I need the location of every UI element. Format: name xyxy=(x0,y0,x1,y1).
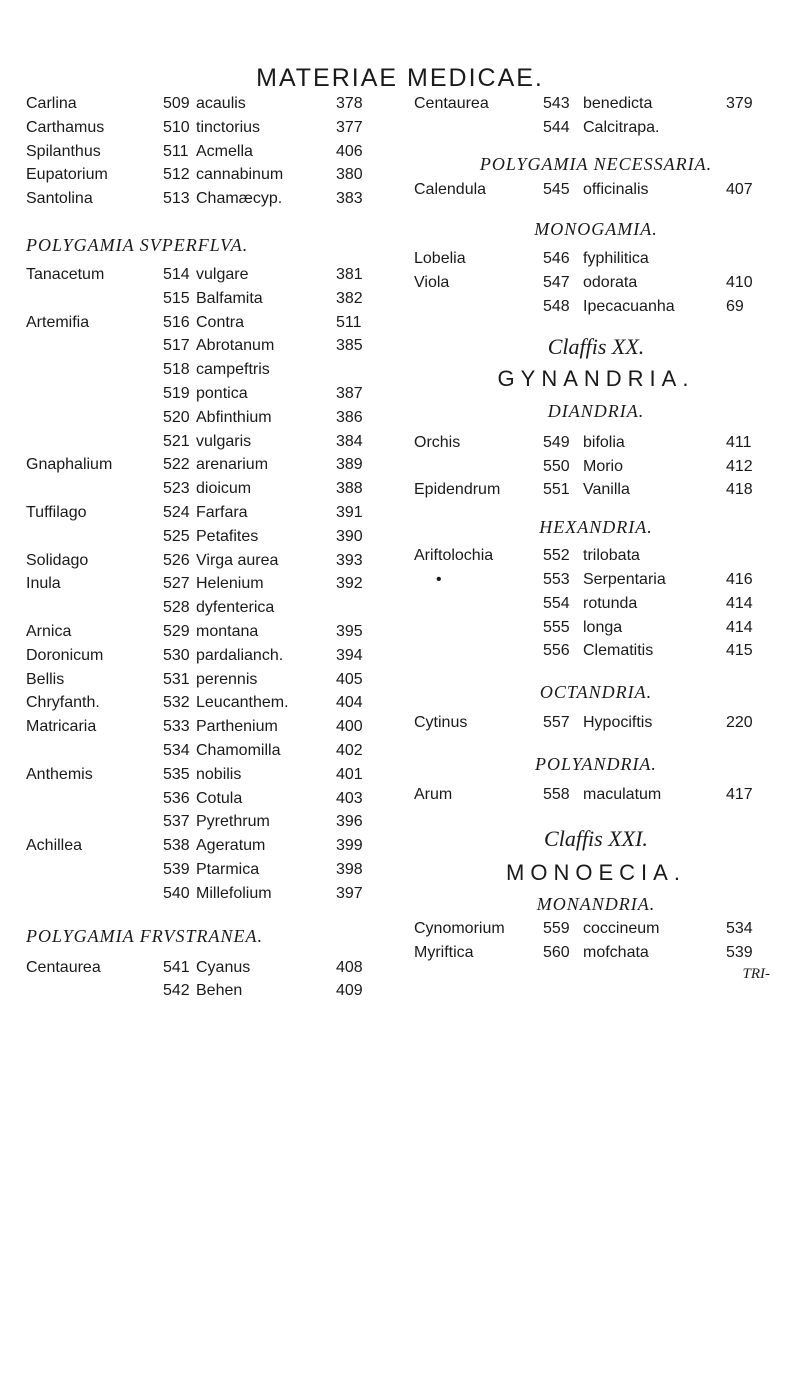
index-entry xyxy=(26,311,386,335)
entry-species: acaulis xyxy=(196,95,246,112)
entry-page: 378 xyxy=(336,95,363,112)
index-entry xyxy=(26,92,386,116)
entry-species: bifolia xyxy=(583,433,625,451)
entry-page: 382 xyxy=(336,289,363,307)
entry-species: Ipecacuanha xyxy=(583,297,675,315)
entry-genus: Bellis xyxy=(26,670,65,688)
entry-species: Balfamita xyxy=(196,289,263,307)
entry-num: 557 xyxy=(543,714,570,732)
entry-num: 529 xyxy=(163,622,190,640)
entry-species: maculatum xyxy=(583,785,662,803)
entry-num: 514 xyxy=(163,265,190,283)
index-entry xyxy=(26,596,386,620)
entry-num: 526 xyxy=(163,551,190,569)
entry-num: 512 xyxy=(163,166,190,184)
index-entry xyxy=(26,287,386,311)
octandria-list xyxy=(414,711,778,735)
entry-genus: Chryfanth. xyxy=(26,694,100,712)
entry-species: tinctorius xyxy=(196,118,261,136)
entry-genus: Viola xyxy=(414,274,450,292)
page-header: MATERIAE MEDICAE. xyxy=(256,64,544,92)
entry-page: 379 xyxy=(726,95,753,112)
entry-num: 522 xyxy=(163,456,190,474)
index-entry xyxy=(414,568,778,592)
entry-num: 553 xyxy=(543,570,570,588)
entry-species: Contra xyxy=(196,313,245,331)
entry-species: Ageratum xyxy=(196,837,266,855)
index-entry xyxy=(26,620,386,644)
index-entry xyxy=(414,431,778,455)
entry-num: 528 xyxy=(163,599,190,617)
entry-species: Calcitrapa. xyxy=(583,118,660,136)
entry-num: 515 xyxy=(163,289,190,307)
entry-num: 523 xyxy=(163,480,190,498)
entry-num: 517 xyxy=(163,337,190,355)
entry-species: Farfara xyxy=(196,503,248,521)
entry-page: 415 xyxy=(726,642,753,660)
entry-page: 380 xyxy=(336,166,363,184)
entry-genus: Tanacetum xyxy=(26,265,105,283)
index-entry xyxy=(26,691,386,715)
entry-page: 392 xyxy=(336,575,363,593)
entry-num: 532 xyxy=(163,694,190,712)
entry-genus: Gnaphalium xyxy=(26,456,113,474)
entry-species: coccineum xyxy=(583,919,660,937)
entry-genus: Cytinus xyxy=(414,714,468,732)
entry-page: 414 xyxy=(726,618,753,636)
entry-page: 387 xyxy=(336,384,363,402)
index-entry xyxy=(26,382,386,406)
entry-num: 521 xyxy=(163,432,190,450)
entry-page: 409 xyxy=(336,982,363,1000)
entry-num: 511 xyxy=(163,142,189,160)
entry-num: 542 xyxy=(163,982,190,1000)
class-xx-name: GYNANDRIA. xyxy=(497,365,695,391)
entry-genus: Eupatorium xyxy=(26,166,108,184)
entry-page: 539 xyxy=(726,943,753,961)
entry-num: 525 xyxy=(163,527,190,545)
entry-num: 548 xyxy=(543,297,570,315)
entry-page: 407 xyxy=(726,180,753,198)
left-top-list xyxy=(26,92,386,211)
entry-page: 399 xyxy=(336,837,363,855)
entry-species: benedicta xyxy=(583,95,653,112)
index-entry xyxy=(414,455,778,479)
entry-species: Vanilla xyxy=(583,481,630,499)
entry-num: 535 xyxy=(163,765,190,783)
entry-page: 390 xyxy=(336,527,363,545)
entry-num: 545 xyxy=(543,180,570,198)
entry-species: Millefolium xyxy=(196,884,272,902)
entry-species: Helenium xyxy=(196,575,264,593)
entry-page: 418 xyxy=(726,481,753,499)
index-entry xyxy=(414,271,778,295)
entry-num: 551 xyxy=(543,481,570,499)
index-entry xyxy=(414,178,778,202)
heading-monogamia: MONOGAMIA. xyxy=(534,219,658,240)
entry-num: 536 xyxy=(163,789,190,807)
entry-num: 513 xyxy=(163,190,190,208)
entry-page: 400 xyxy=(336,718,363,736)
monogamia-list xyxy=(414,247,778,318)
entry-num: 559 xyxy=(543,919,570,937)
heading-octandria: OCTANDRIA. xyxy=(539,682,653,703)
entry-num: 549 xyxy=(543,433,570,451)
entry-genus: Doronicum xyxy=(26,646,104,664)
entry-page: 511 xyxy=(336,313,362,331)
index-entry xyxy=(414,616,778,640)
entry-species: Cotula xyxy=(196,789,243,807)
entry-species: pardalianch. xyxy=(196,646,284,664)
entry-genus: Spilanthus xyxy=(26,142,101,160)
entry-num: 524 xyxy=(163,503,190,521)
entry-genus: Carlina xyxy=(26,95,77,112)
entry-page: 397 xyxy=(336,884,363,902)
index-entry xyxy=(26,956,386,980)
index-entry xyxy=(26,979,386,1003)
index-entry xyxy=(414,783,778,807)
entry-species: Virga aurea xyxy=(196,551,279,569)
entry-page: 395 xyxy=(336,622,363,640)
entry-species: odorata xyxy=(583,274,638,292)
entry-species: Petafites xyxy=(196,527,259,545)
entry-num: 510 xyxy=(163,118,190,136)
heading-polyandria: POLYANDRIA. xyxy=(535,753,657,774)
entry-page: 401 xyxy=(336,765,363,783)
entry-species: Serpentaria xyxy=(583,570,666,588)
entry-page: 417 xyxy=(726,785,753,803)
entry-num: 546 xyxy=(543,250,570,268)
entry-species: Abrotanum xyxy=(196,337,275,355)
entry-genus: Anthemis xyxy=(26,765,93,783)
index-entry xyxy=(414,592,778,616)
entry-genus: Matricaria xyxy=(26,718,97,736)
entry-num: 527 xyxy=(163,575,190,593)
heading-monandria: MONANDRIA. xyxy=(536,893,656,914)
entry-page: 389 xyxy=(336,456,363,474)
index-entry xyxy=(414,478,778,502)
entry-page: 408 xyxy=(336,958,363,976)
index-entry xyxy=(26,187,386,211)
entry-species: pontica xyxy=(196,384,248,402)
entry-num: 537 xyxy=(163,813,190,831)
catchword: TRI- xyxy=(742,966,770,983)
entry-genus: Centaurea xyxy=(414,95,489,112)
index-entry xyxy=(414,116,778,140)
entry-page: 404 xyxy=(336,694,363,712)
entry-genus: Carthamus xyxy=(26,118,105,136)
entry-page: 391 xyxy=(336,503,363,521)
entry-genus: Lobelia xyxy=(414,250,466,268)
entry-page: 534 xyxy=(726,919,753,937)
index-entry xyxy=(26,882,386,906)
index-entry xyxy=(26,477,386,501)
entry-species: fyphilitica xyxy=(583,250,649,268)
entry-num: 534 xyxy=(163,741,190,759)
entry-genus: Solidago xyxy=(26,551,89,569)
entry-genus: Myriftica xyxy=(414,943,474,961)
index-entry xyxy=(414,917,778,941)
index-entry xyxy=(26,787,386,811)
superflua-list xyxy=(26,263,386,906)
entry-page: 393 xyxy=(336,551,363,569)
index-entry xyxy=(414,639,778,663)
entry-species: trilobata xyxy=(583,547,640,565)
index-entry xyxy=(26,525,386,549)
entry-page: 414 xyxy=(726,594,753,612)
heading-polygamia-necessaria: POLYGAMIA NECESSARIA. xyxy=(479,153,713,174)
entry-page: 381 xyxy=(336,265,363,283)
entry-page: 416 xyxy=(726,570,753,588)
entry-num: 547 xyxy=(543,274,570,292)
entry-num: 520 xyxy=(163,408,190,426)
entry-bullet-mark: • xyxy=(436,570,442,588)
index-entry xyxy=(26,501,386,525)
index-entry xyxy=(414,711,778,735)
entry-num: 533 xyxy=(163,718,190,736)
index-entry xyxy=(26,163,386,187)
index-entry xyxy=(26,858,386,882)
entry-num: 550 xyxy=(543,457,570,475)
right-column xyxy=(414,92,778,984)
entry-species: Morio xyxy=(583,457,624,475)
index-entry xyxy=(26,668,386,692)
entry-genus: Inula xyxy=(26,575,61,593)
entry-page: 385 xyxy=(336,337,363,355)
entry-num: 556 xyxy=(543,642,570,660)
index-entry xyxy=(26,644,386,668)
monandria-list xyxy=(414,917,778,965)
entry-species: rotunda xyxy=(583,594,638,612)
entry-page: 411 xyxy=(726,433,752,451)
entry-genus: Tuffilago xyxy=(26,503,87,521)
entry-genus: Epidendrum xyxy=(414,481,501,499)
heading-polygamia-superflua: POLYGAMIA SVPERFLVA. xyxy=(26,234,249,255)
index-entry xyxy=(26,739,386,763)
index-entry xyxy=(26,116,386,140)
entry-num: 539 xyxy=(163,860,190,878)
index-entry xyxy=(26,406,386,430)
entry-genus: Cynomorium xyxy=(414,919,505,937)
entry-species: Chamomilla xyxy=(196,741,281,759)
index-entry xyxy=(26,834,386,858)
entry-num: 519 xyxy=(163,384,190,402)
entry-species: perennis xyxy=(196,670,258,688)
entry-page: 388 xyxy=(336,480,363,498)
entry-species: mofchata xyxy=(583,943,649,961)
index-entry xyxy=(26,140,386,164)
entry-num: 541 xyxy=(163,958,190,976)
entry-num: 552 xyxy=(543,547,570,565)
heading-polygamia-frustranea: POLYGAMIA FRVSTRANEA. xyxy=(26,925,263,946)
index-entry xyxy=(26,715,386,739)
entry-page: 405 xyxy=(336,670,363,688)
entry-species: Clematitis xyxy=(583,642,654,660)
entry-species: Parthenium xyxy=(196,718,278,736)
class-xxi-name: MONOECIA. xyxy=(506,859,686,885)
class-xxi-title: Claffis XXI. xyxy=(544,825,648,851)
heading-hexandria: HEXANDRIA. xyxy=(539,517,653,538)
entry-num: 531 xyxy=(163,670,190,688)
entry-genus: Achillea xyxy=(26,837,83,855)
entry-page: 403 xyxy=(336,789,363,807)
entry-num: 509 xyxy=(163,95,190,112)
entry-num: 518 xyxy=(163,361,190,379)
entry-species: dioicum xyxy=(196,480,252,498)
entry-page: 402 xyxy=(336,741,363,759)
index-entry xyxy=(26,430,386,454)
polyandria-list xyxy=(414,783,778,807)
index-entry xyxy=(26,572,386,596)
index-entry xyxy=(26,358,386,382)
entry-genus: Artemifia xyxy=(26,313,90,331)
entry-species: Chamæcyp. xyxy=(196,190,283,208)
entry-num: 530 xyxy=(163,646,190,664)
entry-species: cannabinum xyxy=(196,166,284,184)
index-entry xyxy=(414,247,778,271)
entry-page: 410 xyxy=(726,274,753,292)
entry-page: 406 xyxy=(336,142,363,160)
entry-num: 560 xyxy=(543,943,570,961)
entry-num: 516 xyxy=(163,313,190,331)
entry-species: Hypociftis xyxy=(583,714,653,732)
index-entry xyxy=(26,763,386,787)
entry-page: 220 xyxy=(726,714,753,732)
entry-genus: Ariftolochia xyxy=(414,547,494,565)
necessaria-list xyxy=(414,178,778,202)
index-entry xyxy=(414,544,778,568)
index-entry xyxy=(26,810,386,834)
index-entry xyxy=(414,295,778,319)
entry-species: Ptarmica xyxy=(196,860,260,878)
entry-genus: Arnica xyxy=(26,622,72,640)
entry-page: 386 xyxy=(336,408,363,426)
entry-species: vulgare xyxy=(196,265,249,283)
entry-species: Cyanus xyxy=(196,958,251,976)
entry-genus: Centaurea xyxy=(26,958,101,976)
index-entry xyxy=(26,453,386,477)
index-entry xyxy=(26,549,386,573)
entry-page: 394 xyxy=(336,646,363,664)
entry-genus: Calendula xyxy=(414,180,487,198)
entry-num: 558 xyxy=(543,785,570,803)
entry-page: 396 xyxy=(336,813,363,831)
hexandria-list xyxy=(414,544,778,663)
index-entry xyxy=(414,941,778,965)
entry-species: nobilis xyxy=(196,765,242,783)
entry-num: 555 xyxy=(543,618,570,636)
heading-diandria: DIANDRIA. xyxy=(547,400,645,421)
entry-page: 377 xyxy=(336,118,363,136)
entry-species: vulgaris xyxy=(196,432,252,450)
entry-species: montana xyxy=(196,622,259,640)
entry-num: 538 xyxy=(163,837,190,855)
entry-num: 540 xyxy=(163,884,190,902)
entry-page: 412 xyxy=(726,457,753,475)
entry-page: 384 xyxy=(336,432,363,450)
entry-genus: Orchis xyxy=(414,433,461,451)
entry-species: dyfenterica xyxy=(196,599,275,617)
index-entry xyxy=(414,92,778,116)
entry-species: arenarium xyxy=(196,456,269,474)
entry-species: Leucanthem. xyxy=(196,694,289,712)
entry-species: campeftris xyxy=(196,361,270,379)
entry-page: 69 xyxy=(726,297,744,315)
entry-genus: Santolina xyxy=(26,190,93,208)
entry-species: Behen xyxy=(196,982,243,1000)
entry-species: officinalis xyxy=(583,180,649,198)
entry-num: 543 xyxy=(543,95,570,112)
entry-genus: Arum xyxy=(414,785,453,803)
entry-page: 398 xyxy=(336,860,363,878)
index-entry xyxy=(26,334,386,358)
frustranea-list xyxy=(26,956,386,1004)
entry-species: longa xyxy=(583,618,623,636)
entry-species: Acmella xyxy=(196,142,253,160)
entry-species: Abfinthium xyxy=(196,408,272,426)
entry-num: 544 xyxy=(543,118,570,136)
entry-num: 554 xyxy=(543,594,570,612)
right-top-list xyxy=(414,92,778,140)
left-column xyxy=(26,92,386,1003)
entry-page: 383 xyxy=(336,190,363,208)
entry-species: Pyrethrum xyxy=(196,813,270,831)
index-entry xyxy=(26,263,386,287)
diandria-list xyxy=(414,431,778,502)
class-xx-title: Claffis XX. xyxy=(547,333,645,359)
